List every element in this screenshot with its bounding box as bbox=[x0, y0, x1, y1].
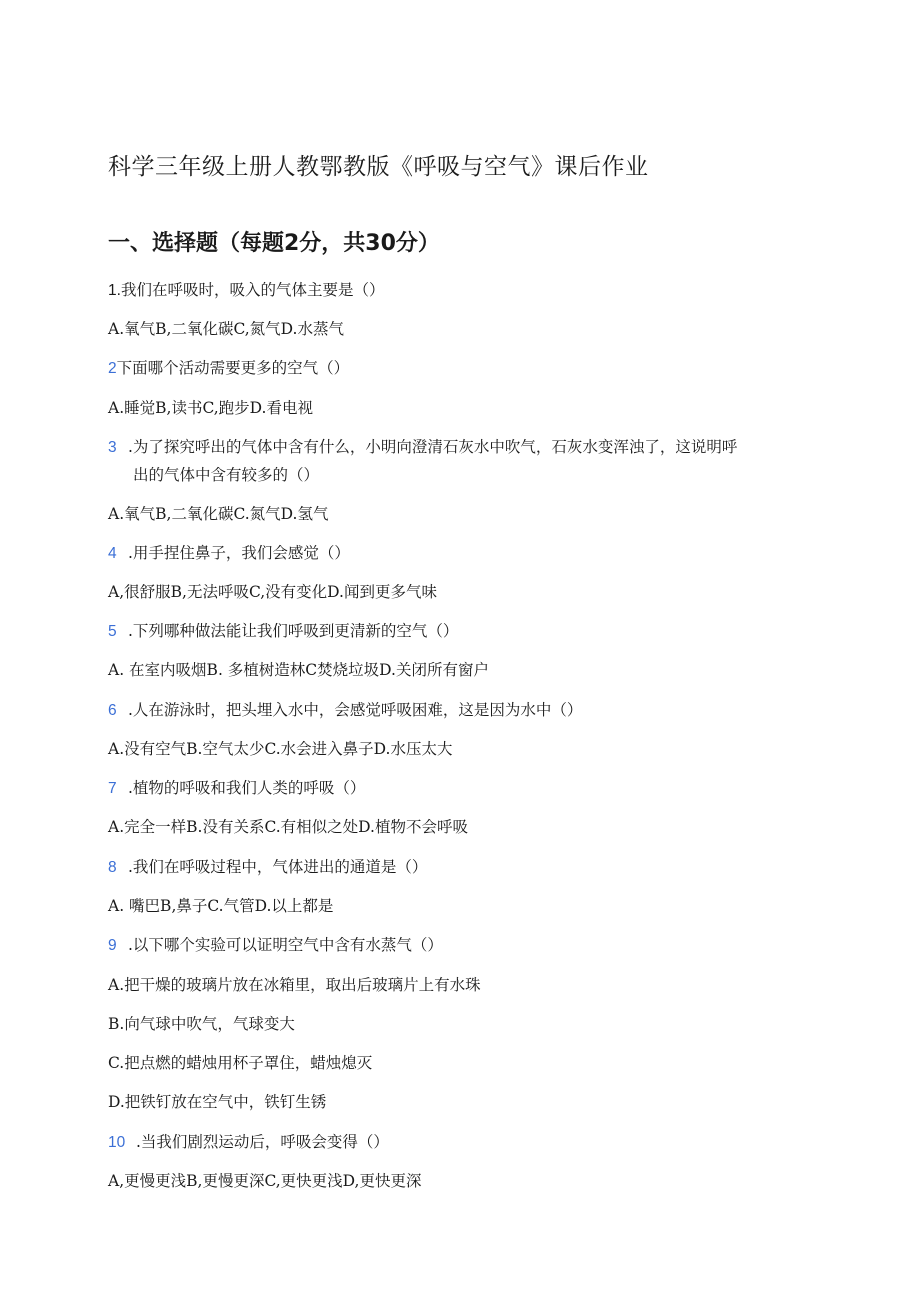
question-3-continuation: 出的气体中含有较多的（） bbox=[133, 466, 320, 484]
question-text: .植物的呼吸和我们人类的呼吸（） bbox=[128, 779, 366, 797]
question-text: .人在游泳时，把头埋入水中，会感觉呼吸困难，这是因为水中（） bbox=[128, 701, 583, 719]
question-3-options: A.氧气B,二氧化碳C.氮气D.氢气 bbox=[108, 505, 329, 523]
question-6-options: A.没有空气B.空气太少C.水会进入鼻子D.水压太大 bbox=[108, 740, 453, 758]
question-number: 9 bbox=[108, 937, 117, 954]
question-text: 我们在呼吸时，吸入的气体主要是（） bbox=[120, 281, 385, 299]
question-number: 8 bbox=[108, 859, 117, 876]
question-4 bbox=[108, 543, 350, 564]
question-number: 10 bbox=[108, 1134, 126, 1151]
question-4-options: A,很舒服B,无法呼吸C,没有变化D.闻到更多气味 bbox=[108, 583, 437, 601]
question-9-option-d: D.把铁钉放在空气中，铁钉生锈 bbox=[108, 1093, 327, 1111]
section-heading: 一、选择题（每题2分，共30分） bbox=[108, 231, 440, 256]
question-1 bbox=[108, 280, 384, 301]
question-text: .以下哪个实验可以证明空气中含有水蒸气（） bbox=[128, 936, 443, 954]
question-text: 下面哪个活动需要更多的空气（） bbox=[116, 359, 350, 377]
question-9-option-b: B.向气球中吹气，气球变大 bbox=[108, 1015, 295, 1033]
question-number: 6 bbox=[108, 702, 117, 719]
question-text: .用手捏住鼻子，我们会感觉（） bbox=[128, 544, 350, 562]
question-9-option-c: C.把点燃的蜡烛用杯子罩住，蜡烛熄灭 bbox=[108, 1054, 373, 1072]
question-5 bbox=[108, 621, 458, 642]
question-10 bbox=[108, 1132, 389, 1153]
document-title: 科学三年级上册人教鄂教版《呼吸与空气》课后作业 bbox=[108, 154, 649, 180]
question-number: 4 bbox=[108, 545, 117, 562]
question-text: .为了探究呼出的气体中含有什么，小明向澄清石灰水中吹气，石灰水变浑浊了，这说明呼 bbox=[128, 438, 738, 456]
question-text: .当我们剧烈运动后，呼吸会变得（） bbox=[136, 1133, 389, 1151]
question-text: .下列哪种做法能让我们呼吸到更清新的空气（） bbox=[128, 622, 459, 640]
question-6 bbox=[108, 700, 582, 721]
question-10-options: A,更慢更浅B,更慢更深C,更快更浅D,更快更深 bbox=[108, 1172, 422, 1190]
question-3 bbox=[108, 437, 737, 458]
question-1-options: A.氧气B,二氧化碳C,氮气D.水蒸气 bbox=[108, 320, 344, 338]
question-2-options: A.睡觉B,读书C,跑步D.看电视 bbox=[108, 399, 313, 417]
question-2 bbox=[108, 358, 349, 379]
question-5-options: A. 在室内吸烟B. 多植树造林C焚烧垃圾D.关闭所有窗户 bbox=[108, 661, 489, 679]
question-9 bbox=[108, 935, 443, 956]
question-number: 5 bbox=[108, 623, 117, 640]
question-7-options: A.完全一样B.没有关系C.有相似之处D.植物不会呼吸 bbox=[108, 818, 468, 836]
question-7 bbox=[108, 778, 365, 799]
question-8-options: A. 嘴巴B,鼻子C.气管D.以上都是 bbox=[108, 897, 334, 915]
question-8 bbox=[108, 857, 427, 878]
question-number: 1. bbox=[108, 282, 121, 299]
question-number: 2 bbox=[108, 360, 117, 377]
question-number: 3 bbox=[108, 439, 117, 456]
question-9-option-a: A.把干燥的玻璃片放在冰箱里，取出后玻璃片上有水珠 bbox=[108, 976, 481, 994]
question-text: .我们在呼吸过程中，气体进出的通道是（） bbox=[128, 858, 428, 876]
question-number: 7 bbox=[108, 780, 117, 797]
